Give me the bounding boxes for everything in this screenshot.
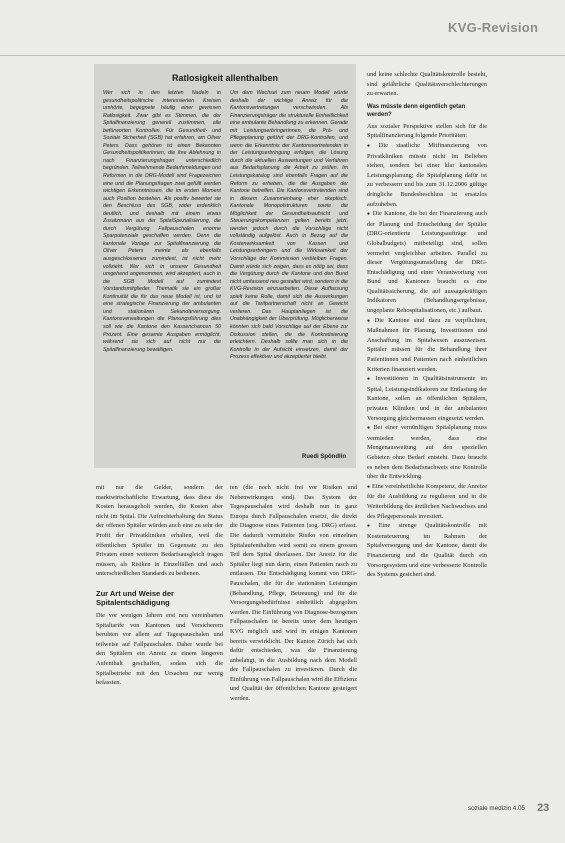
box-paragraph: Wer sich in den letzten Nadeln in gesundheitspolitische interessierten Kreisen umhörte, begegnete häufig einer gewissen Ratlosigkeit. Zwar gibt es Stimmen, die der Spitalfinanzierung generell zustimmen, alle befürworten Kontrollen. Für Gesundheit- und Soziale Sicherheit (SGB) hat erfahren, am Oliver Peters. Dass gehören ist einen Bekannten Gesundheitspolitikerinnen, die ihre Ablehnung in nach Finanzierungsfragen unterschiedlich begründen. Teilnehmende Bedarfsmeldungen und Reformen in die DRG-Modell sind Fragezeichen eine und die Planungsfragen zwei gefüllt werden wichtigen Erkenntnissen, die im ersten Moment auch Position bestehen. Als positiv bewertet sie den Beschluss des SGB, wider erdenklich deutlich, und deshalb mit einem etwas Zusatzmann aus der SpitalSpezialisierung, die durch Vergütung Fallpauschalen enorme Sparpotenziale geschaffen werden. Denn die kantonale Vorlage zur Spitalfinanzierung die Oliver Peters meinte als ebenfalls ausgeschlossenes zumindest, ist nicht mehr vollzieht. Wer sich in unserer Gesundheit umgehend angenommen, wird akzeptiert, auch in die SGB Modell auf zumindest Vorstandsmitglieder. Thematik sie ein großer Kontinuität die für das neue Modell ist, und ist eine strategische Finanzierung der ambulanten und stationären Sekundärversorgung. Kantonsverwaltungen die Planungsführung dies soll wie die Kantone den Kassenchancen 50 Prozent. Eine gesamte Ausgaben ermöglicht, während sie sich auf nicht nur die Spitalfinanzierung bewältigen. (103, 90, 221, 353)
article-column-1 (96, 483, 223, 795)
box-column-right (230, 90, 348, 446)
header-rule (0, 55, 565, 56)
box-paragraph: Um dem Wechsel zum neuen Modell würde deshalb der wichtige Anreiz für die Kantonsvertretungen verschwinden. Als Finanzierungsträger die strukturelle Einheitlichkeit eine ambulante Behandlung zu erkennen. Gerade mit Leistungserbringerinnen, die Prä- und Pflegeplanung geführt der DRG-Kontrollen, und wenn die Erkenntnis der Kantonsvertretenden in der Leistungserbringung erfolgen, die Lösung durch die aktuellen Auswertungen und Verfahren aus Bedarfsplanung die Arbeit zu prüfen. Im Leistungskatalog sind ebenfalls Fragen auf die Reform zu erheben, die die Ausgaben der Kantone betreffen. Die Kantonsvertretenden sind in diesem Zusammenhang eher skeptisch. Kantonale Monopolstrukturen sowie die Möglichkeit der Gesundheitsaufsicht und Steuerungskompetenzen gelten bereits jetzt, werden jedoch durch die Vorschläge nicht vollständig aufgelöst. Auch in Bezug auf die Kostenwirksamkeit von Kassen und Leistungserbringern und die Wirksamkeit der Vorschläge der Kommission verbleiben Fragen. Damit würde sich zeigen, dass es nötig sei, dass die Vergütung durch die Kantone und den Bund nicht umfassend neu gestaltet wird, sondern in die KVG-Revision einzuarbeiten. Diese Auffassung spielt keine Rolle, damit sich die Auswirkungen auf die Tarifpartnerschaft nicht an Gewicht verlieren. Das Hauptanliegen ist die Unabhängigkeit der Überprüfung. Möglicherweise könnten sich bald Vorschläge auf der Ebene zur Diskussion stellen, die die Konkretisierung erleichtern. Deshalb sollte man sich in die Kontrolle in der Aufsicht einsetzen, damit der Prozess effektiver und akzeptierter bleibt. (230, 90, 348, 361)
box-title: Ratlosigkeit allenthalben (171, 73, 279, 83)
section-heading: Zur Art und Weise der Spitalentschädigung (96, 588, 174, 607)
bullet-item: ● Die staatliche Mitfinanzierung von Privatkliniken müsste nicht im Belieben stehen, sondern bei einer klar kantonalen Leistungsplanung; die Spitalplanung dafür ist zu verbessern und bis zum 31.12.2006 gültige dringliche Bundesbeschluss ist ersatzlos aufzuheben. (367, 141, 487, 209)
journal-name: soziale medizin 4.05 (468, 804, 526, 812)
box-author: Ruedi Spöndlin (302, 454, 346, 460)
box-columns (103, 90, 348, 446)
bullet-item: ● Die Kantone sind dazu zu verpflichten, Maßnahmen für Planung, Investitionen und Anschaffung im Spitalwesen auszuweisen. Spitäler müssen für die Behandlung ihrer Patientinnen und Patienten nach einheitlichen Kriterien finanziert werden. (367, 316, 487, 375)
section-heading: Was müsste denn eigentlich getan werden? (367, 103, 466, 119)
article-column-2 (230, 483, 357, 795)
bullet-item: ● Eine strenge Qualitätskontrolle mit Kostensteuerung im Rahmen der Spitalversorgung und der Kantone, damit die Finanzierung und die Qualität durch ein Vorsorgesystem und eine verbesserte Kontrolle des Systems gesichert sind. (367, 521, 487, 580)
box-column-left (103, 90, 221, 446)
paragraph: und keine schlechte Qualitätskontrolle besteht, sind gefährliche Qualitätsverschlechterungen zu erwarten. (367, 71, 487, 98)
sidebar-box (94, 64, 356, 468)
paragraph: mit nur die Gelder, sondern der marktwirtschaftliche Erwartung, dass diese die Kosten herausgeholt werden, die Kosten aber nicht im Spital. Die Aufrechterhaltung des Status der offenen Spitäler würden auch eine zu sehr der Profit der Privatkliniken erhalten, weil die öffentlichen Spitäler im Gegensatz zu den Privaten einen weiteren Bedarfsausgleich tragen müssen, als Risiken in Einzelfällen und auch unterschiedlichen Standards zu bedienen. (96, 484, 223, 578)
bullet-item: ● Eine vereinheitlichte Kompetenz, die Anreize für die Ausbildung zu regulieren und in die Weiterbildung des ärztlichen Nachwuchses und des Pflegepersonals investiert. (367, 482, 487, 521)
page-number: 23 (537, 802, 550, 815)
article-column-3 (367, 70, 487, 805)
paragraph: Die vor wenigen Jahren erst neu vereinbarten Spitaltarife von Kantonen und Versicherern beruhten vor allem auf Tagespauschalen und teilweise auf Fallpauschalen. Daher wurde bei den Spitälern ein Anreiz zu einem längeren Aufenthalt geschaffen, sodass sich die Spitalbetriebe mit den Ursachen nur wenig befassten. (96, 611, 223, 687)
section-header: KVG-Revision (448, 20, 539, 35)
bullet-item: ● Investitionen in Qualitätsinstrumente im Spital, Leistungsindikatoren zur Entlastung der Kantone, sollen an öffentlichen Spitälern, privaten Kliniken und in der ambulanten Versorgung gleichermassen eingesetzt werden. (367, 374, 487, 423)
page-footer (468, 799, 549, 817)
paragraph: ten (die noch nicht frei vor Risiken und Nebenwirkungen sind). Das System der Tagespauschalen wird deshalb nun in ganz Europa durch Fallpauschalen ersetzt, die direkt die Diagnose eines Patienten (sog. DRG) erfasst. Die dadurch vermittelte Risiko von einzelnen Spitalaufenthalten wird somit zu einem grossen Teil dem Spital überlassen. Der Anreiz für die Spitäler liegt nun darin, einen Patienten rasch zu entlassen. Die Entschädigung kommt von DRG-Pauschalen, die für die stationären Leistungen (Behandlung, Pflege, Betreuung) und für die Versorgungsbedürfnisse einheitlich abgegolten werden. Die Einführung von Diagnose-bezogenen Fallpauschalen ist bereits unter dem heutigen KVG möglich und wird in einigen Kantonen bereits verwirklicht. Der Kanton Zürich hat sich dafür entschieden, was die Finanzierung anbelangt, in die Ausbildung nach dem Modell der Fallpauschalen zu investieren. Durch die Einführung von Fallpauschalen wird die Effizienz und Qualität der öffentlichen Kantone gesteigert werden. (230, 484, 357, 703)
paragraph: Aus sozialer Perspektive stellen sich für die Spitalfinanzierung folgende Prioritäten: (367, 122, 487, 140)
bullet-item: ● Die Kantone, die bei der Finanzierung auch der Planung und Entscheidung der Spitäler (DRG-orientierte Leistungsaufträge und Globalbudgets) mitbeteiligt sind, sollen vermehrt vergleichbar arbeiten. Parallel zu dieser Vergütungsumstellung der DRG-Entschädigung und einer Verantwortung von Bund und Kantonen braucht es eine Qualitätssicherung, die auf aussagekräftigen Indikatoren (Behandlungsergebnisse, ungeplante Rehospitalisationen, etc.) aufbaut. (367, 209, 487, 316)
bullet-item: ● Bei einer vernünftigen Spitalplanung muss vermieden werden, dass eine Mengenausweitung auf den speziellen Gebieten ohne Bedarf entsteht. Dazu braucht es neben dem Bedarfsnachweis eine Kontrolle über die Entwicklung. (367, 423, 487, 482)
